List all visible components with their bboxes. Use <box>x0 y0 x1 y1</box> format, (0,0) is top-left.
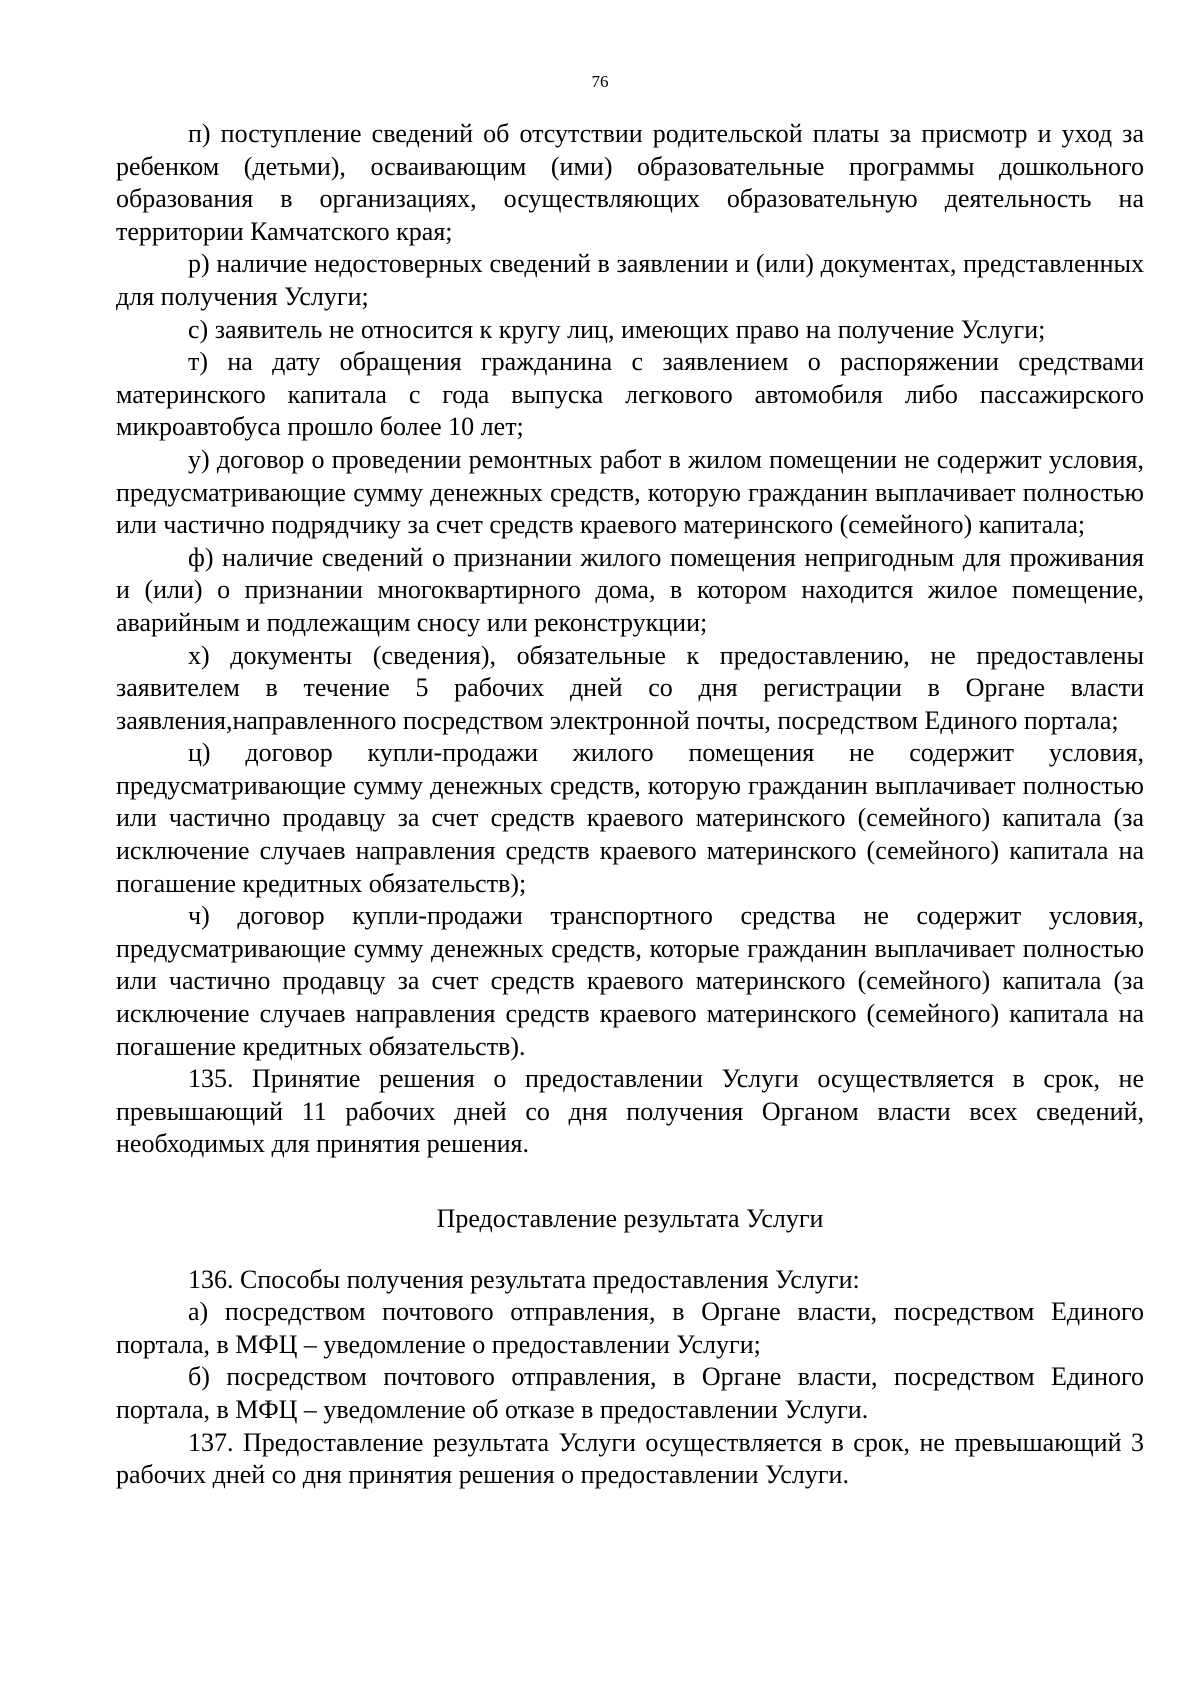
list-item-kh: х) документы (сведения), обязательные к предоставлению, не предоставлены заявителем в течение 5 рабочих дней со дня регистрации в Органе власти заявления,направленного посредством электронной почты, посредством Единого портала; <box>116 640 1144 735</box>
clause-135: 135. Принятие решения о предоставлении Услуги осуществляется в срок, не превышающий 11 рабочих дней со дня получения Органом власти всех сведений, необходимых для принятия решения. <box>116 1064 1144 1159</box>
list-item-p: п) поступление сведений об отсутствии родительской платы за присмотр и уход за ребенком (детьми), осваивающим (ими) образовательные программы дошкольного образования в организациях, осуществляющих образовательную деятельность на территории Камчатского края; <box>116 119 1144 246</box>
list-item-r: р) наличие недостоверных сведений в заявлении и (или) документах, представленных для получения Услуги; <box>116 249 1144 311</box>
list-item-a: а) посредством почтового отправления, в Органе власти, посредством Единого портала, в МФЦ – уведомление о предоставлении Услуги; <box>116 1297 1144 1359</box>
clause-137: 137. Предоставление результата Услуги осуществляется в срок, не превышающий 3 рабочих дней со дня принятия решения о предоставлении Услуги. <box>116 1427 1144 1490</box>
section-heading: Предоставление результата Услуги <box>436 1204 824 1233</box>
page-number: 76 <box>591 72 609 91</box>
document-body <box>116 118 1144 1492</box>
clause-136: 136. Способы получения результата предоставления Услуги: <box>188 1264 860 1294</box>
list-item-b: б) посредством почтового отправления, в Органе власти, посредством Единого портала, в МФЦ – уведомление об отказе в предоставлении Услуги. <box>116 1362 1144 1424</box>
list-item-ch: ч) договор купли-продажи транспортного средства не содержит условия, предусматривающие сумму денежных средств, которые гражданин выплачивает полностью или частично продавцу за счет средств краевого материнского (семейного) капитала (за исключение случаев направления средств краевого материнского (семейного) капитала на погашение кредитных обязательств). <box>116 901 1144 1061</box>
list-item-u: у) договор о проведении ремонтных работ в жилом помещении не содержит условия, предусматривающие сумму денежных средств, которую гражданин выплачивает полностью или частично подрядчику за счет средств краевого материнского (семейного) капитала; <box>116 444 1144 540</box>
list-item-t: т) на дату обращения гражданина с заявлением о распоряжении средствами материнского капитала с года выпуска легкового автомобиля либо пассажирского микроавтобуса прошло более 10 лет; <box>116 347 1144 442</box>
list-item-s: с) заявитель не относится к кругу лиц, имеющих право на получение Услуги; <box>188 314 1046 344</box>
list-item-ts: ц) договор купли-продажи жилого помещения не содержит условия, предусматривающие сумму денежных средств, которую гражданин выплачивает полностью или частично продавцу за счет средств краевого материнского (семейного) капитала (за исключение случаев направления средств краевого материнского (семейного) капитала на погашение кредитных обязательств); <box>116 738 1144 898</box>
list-item-f: ф) наличие сведений о признании жилого помещения непригодным для проживания и (или) о признании многоквартирного дома, в котором находится жилое помещение, аварийным и подлежащим сносу или реконструкции; <box>116 542 1144 637</box>
